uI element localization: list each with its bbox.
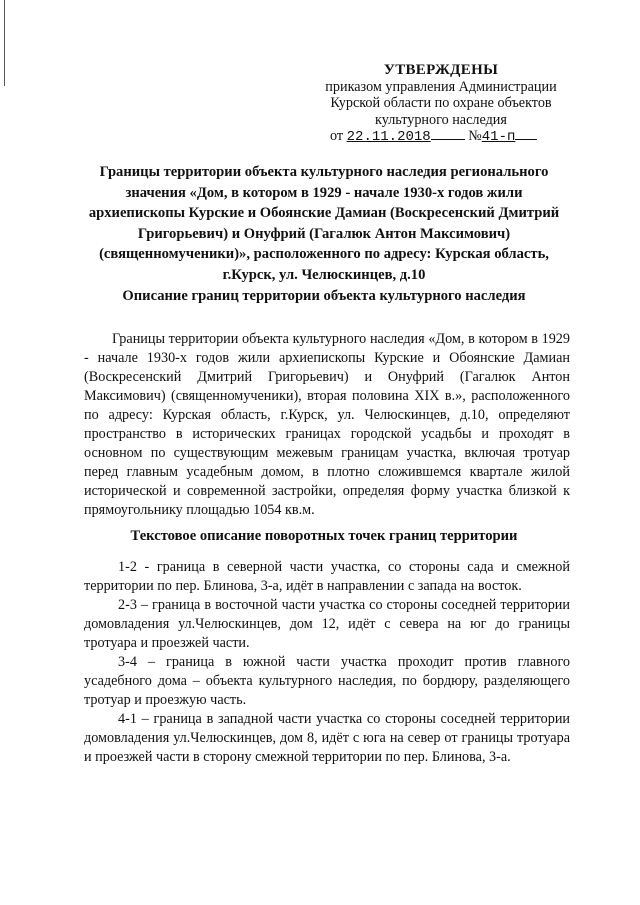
number-underline [515,138,537,140]
point-3-4: 3-4 – граница в южной части участка проходит против главного усадебного дома – объекта культурного наследия, по бордюру, разделяющего тротуар и проезжую часть. [84,654,570,708]
approval-stamp-block [296,62,586,146]
point-4-1: 4-1 – граница в западной части участка со стороны соседней территории домовладения ул.Челюскинцев, дом 8, идёт с юга на север от границы тротуара и проезжей части в сторону смежной территории по пер. Блинова, 3-а. [84,711,570,765]
date-prefix: от [330,128,344,144]
order-number: 41-п [481,129,516,145]
description-paragraph: Границы территории объекта культурного наследия «Дом, в котором в 1929 - начале 1930-х годов жили архиепископы Курские и Обоянские Дамиан (Воскресенский Дмитрий Григорьевич) и Онуфрий (Гагалюк Антон Максимович) (священномученики), вторая половина XIX в.», расположенного по адресу: Курская область, г.Курск, ул. Челюскинцев, д.10, определяют пространство в исторических границах городской усадьбы и проходят в основном по существующим межевым границам участка, включая тротуар перед главным усадебным домом, в плотно сложившемся квартале жилой исторической и современной застройки, определяя форму участка близкой к прямоугольнику площадью 1054 кв.м. [84,331,570,518]
date-underline [431,138,465,140]
title-line-1: Границы территории объекта культурного наследия регионального [99,164,549,180]
page-edge-rule [4,0,5,86]
approval-line-3: культурного наследия [375,111,507,128]
point-1-2: 1-2 - граница в северной части участка, со стороны сада и смежной территории по пер. Блинова, 3-а, идёт в направлении с запада на восток. [84,559,570,594]
order-date: 22.11.2018 [346,129,431,145]
approval-line-2: Курской области по охране объектов [330,95,552,111]
title-line-6: г.Курск, ул. Челюскинцев, д.10 [222,266,426,283]
approval-line-1: приказом управления Администрации [325,78,557,95]
turning-points-list [84,558,570,767]
title-line-5: (священномученики)», расположенного по адресу: Курская область, [99,246,549,262]
title-line-3: архиепископы Курские и Обоянские Дамиан (Воскресенский Дмитрий [88,205,560,221]
number-prefix: № [468,128,482,144]
order-date-number-line [296,128,586,146]
description-heading: Описание границ территории объекта культурного наследия [122,288,526,304]
point-2-3: 2-3 – граница в восточной части участка со стороны соседней территории домовладения ул.Челюскинцев, дом 12, идёт с севера на юг до границы тротуара и проезжей части. [84,597,570,651]
title-line-4: Григорьевич) и Онуфрий (Гагалюк Антон Максимович) [137,225,511,242]
document-title [74,162,574,285]
description-section [84,330,570,520]
points-heading: Текстовое описание поворотных точек границ территории [130,528,518,544]
approved-label: УТВЕРЖДЕНЫ [383,62,499,78]
title-line-2: значения «Дом, в котором в 1929 - начале 1930-х годов жили [125,184,523,201]
